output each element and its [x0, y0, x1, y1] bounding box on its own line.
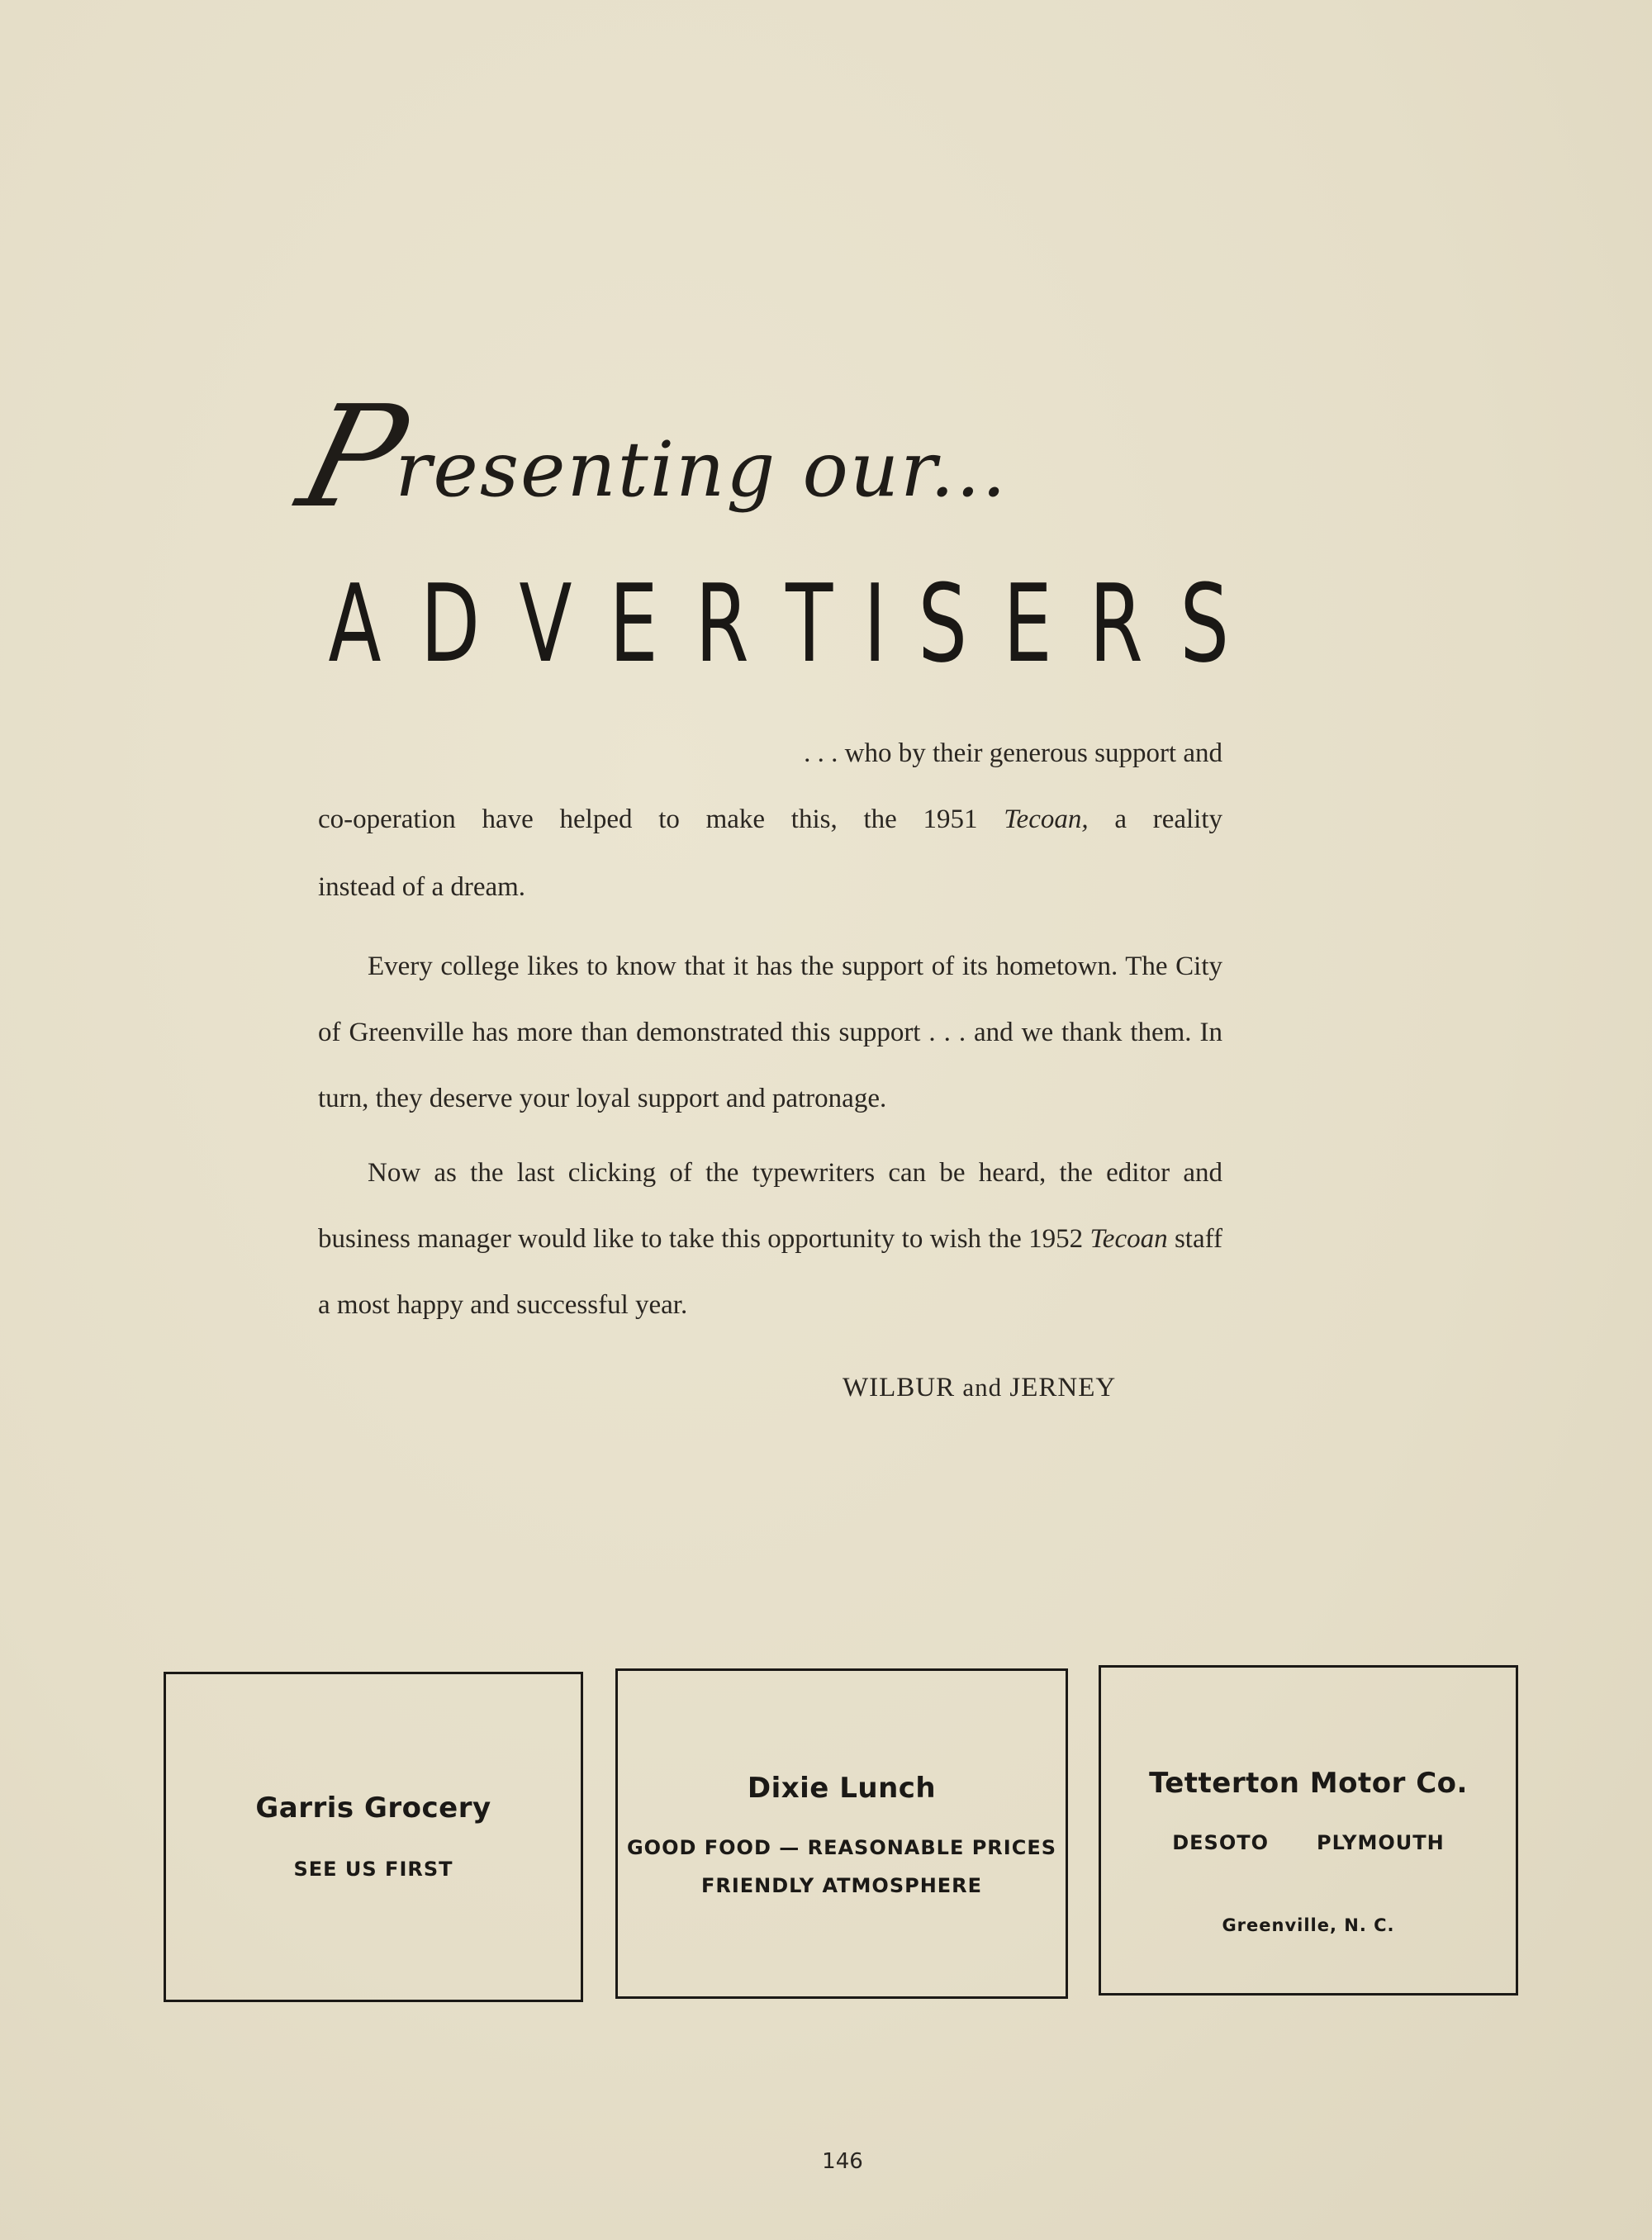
script-heading-rest: resenting our... [395, 425, 1008, 514]
yearbook-title-1952: Tecoan [1089, 1224, 1168, 1254]
headline-letter: S [1180, 561, 1230, 686]
paragraph-closing [318, 1140, 1222, 1338]
paragraph-hometown: Every college likes to know that it has the support of its hometown. The City of Greenville has more than demonstrated this support . . . and we thank them. In turn, they deserve your loyal support and patronage. [318, 952, 1222, 1113]
intro-line-2 [318, 786, 1222, 852]
headline-letter: R [1089, 561, 1143, 686]
ad-tetterton-motor [1099, 1665, 1518, 1996]
script-heading [285, 376, 1008, 539]
headline-letter: D [420, 561, 480, 686]
intro-line-1: . . . who by their generous support and [804, 738, 1222, 768]
headline-letter: V [519, 561, 572, 686]
headline-letter: E [609, 561, 658, 686]
signature-joiner: and [962, 1373, 1003, 1402]
headline-letter: A [328, 561, 382, 686]
ad-slogan: FRIENDLY ATMOSPHERE [700, 1874, 983, 1897]
ad-garris-grocery [164, 1672, 583, 2002]
ad-brand: PLYMOUTH [1317, 1831, 1445, 1854]
headline-letter: I [863, 561, 887, 686]
intro-line-3: instead of a dream. [318, 872, 526, 902]
ad-name: Garris Grocery [255, 1792, 491, 1825]
page-number: 146 [822, 2149, 863, 2174]
ad-city: Greenville, N. C. [1222, 1915, 1395, 1935]
intro-line-2-post: a reality [1088, 804, 1223, 834]
ad-name: Tetterton Motor Co. [1149, 1767, 1468, 1800]
yearbook-title-1951: Tecoan, [1004, 804, 1089, 834]
headline-letter: T [786, 561, 833, 686]
ad-dixie-lunch [615, 1668, 1068, 1999]
headline-letter: S [918, 561, 967, 686]
ad-slogan: SEE US FIRST [293, 1858, 453, 1881]
headline-letter: E [1003, 561, 1052, 686]
ad-brand: DESOTO [1172, 1831, 1269, 1854]
signature-name-1: WILBUR [843, 1373, 956, 1402]
intro-line-2-pre: co-operation have helped to make this, the 1951 [318, 804, 1004, 834]
advertisers-headline [318, 562, 1239, 686]
ad-name: Dixie Lunch [747, 1772, 937, 1805]
paragraph-closing-pre: Now as the last clicking of the typewriters can be heard, the editor and business manager would like to take this opportunity to wish the 1952 [318, 1158, 1222, 1254]
headline-letter: R [695, 561, 749, 686]
signature [843, 1355, 1116, 1421]
script-heading-initial: P [285, 376, 423, 539]
paragraph-closing-post: staff a most happy and successful year. [318, 1224, 1223, 1320]
signature-name-2: JERNEY [1009, 1373, 1117, 1402]
ad-brands [1101, 1831, 1516, 1854]
ad-slogan: GOOD FOOD — REASONABLE PRICES [626, 1836, 1057, 1859]
